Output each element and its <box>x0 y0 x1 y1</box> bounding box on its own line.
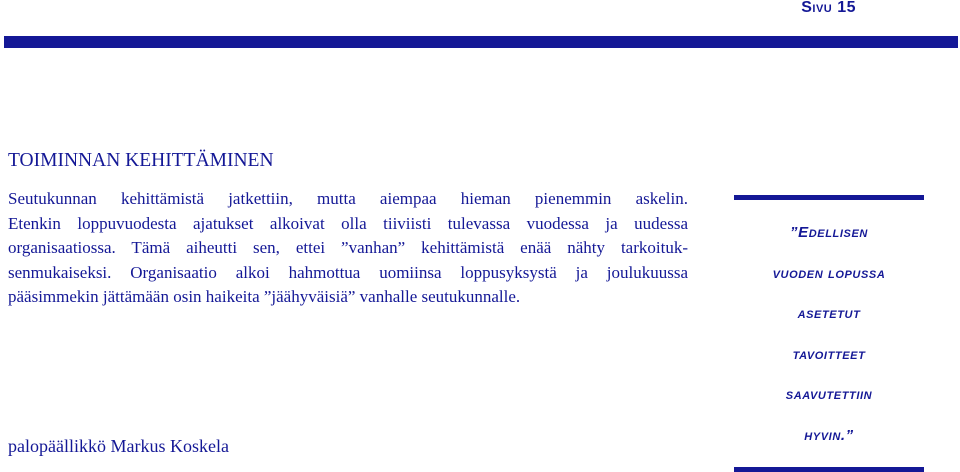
author-signature: palopäällikkö Markus Koskela <box>8 436 229 456</box>
pull-quote-line: hyvin.” <box>804 426 854 444</box>
page-number: Sivu 15 <box>801 0 856 16</box>
pull-quote-line: ”Edellisen <box>790 224 868 241</box>
header-rule <box>4 36 958 48</box>
body-line: Seutukunnan kehittämistä jatkettiin, mutta aiempaa hieman pienemmin askelin. <box>8 189 688 208</box>
body-line: senmukaiseksi. Organisaatio alkoi hahmottua uomiinsa loppusyksystä ja joulukuussa <box>8 262 688 282</box>
pull-quote-rule-top <box>734 195 924 200</box>
body-line: Etenkin loppuvuodesta ajatukset alkoivat olla tiiviisti tulevassa vuodessa ja uudessa <box>8 213 688 233</box>
section-title: TOIMINNAN KEHITTÄMINEN <box>8 150 274 171</box>
body-paragraph <box>8 187 688 310</box>
pull-quote <box>734 195 924 470</box>
body-line: organisaatiossa. Tämä aiheutti sen, ettei ”vanhan” kehittämistä enää nähty tarkoituk- <box>8 238 688 257</box>
pull-quote-line: asetetut <box>797 305 861 322</box>
pull-quote-line: vuoden lopussa <box>772 264 886 282</box>
pull-quote-line: saavutettiin <box>785 386 873 403</box>
pull-quote-text <box>720 213 938 456</box>
body-line: pääsimmekin jättämään osin haikeita ”jäähyväisiä” vanhalle seutukunnalle. <box>8 287 521 306</box>
pull-quote-line: tavoitteet <box>792 345 866 363</box>
